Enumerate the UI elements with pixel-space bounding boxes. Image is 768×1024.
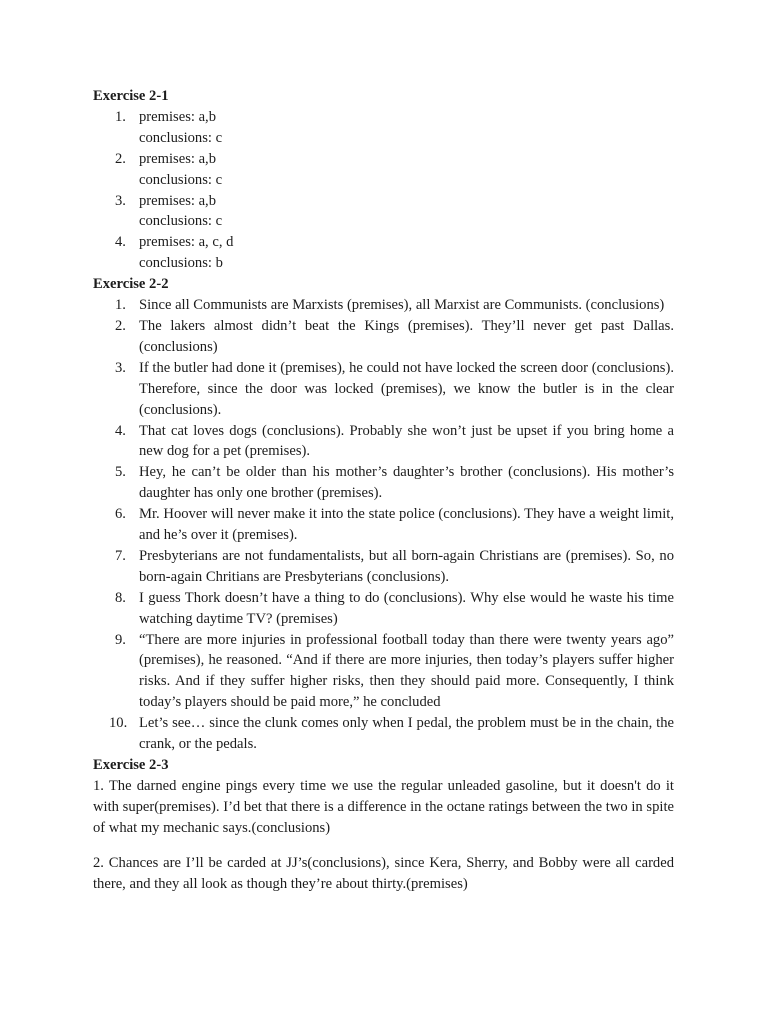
list-item: [93, 462, 674, 504]
item-text: Mr. Hoover will never make it into the state police (conclusions). They have a weight limit, and he’s over it (premises).: [139, 506, 674, 544]
list-item: [93, 358, 674, 421]
conclusions-text: conclusions: c: [139, 129, 223, 146]
item-text: Presbyterians are not fundamentalists, but all born-again Christians are (premises). So, no born-again Chritians are Presbyterians (conclusions).: [139, 547, 674, 585]
item-number: 9.: [115, 631, 126, 648]
list-item: [93, 107, 674, 149]
item-number: 5.: [115, 464, 126, 481]
list-item: [93, 149, 674, 191]
item-number: 4.: [115, 422, 126, 439]
list-item: [93, 316, 674, 358]
item-number: 4.: [115, 234, 126, 251]
conclusions-text: conclusions: b: [139, 255, 223, 272]
conclusions-text: conclusions: c: [139, 171, 223, 188]
exercise-2-3-paragraph-2: 2. Chances are I’ll be carded at JJ’s(conclusions), since Kera, Sherry, and Bobby were all carded there, and they all look as though they’re about thirty.(premises): [93, 854, 674, 892]
list-item: [93, 295, 674, 316]
conclusions-text: conclusions: c: [139, 213, 223, 230]
item-number: 8.: [115, 589, 126, 606]
list-item: [93, 232, 674, 274]
item-text: If the butler had done it (premises), he could not have locked the screen door (conclusions). Therefore, since the door was locked (premises), we know the butler is in the clear (conclusions).: [139, 359, 674, 418]
premises-text: premises: a,b: [139, 108, 217, 125]
item-text: Hey, he can’t be older than his mother’s daughter’s brother (conclusions). His mother’s daughter has only one brother (premises).: [139, 464, 674, 502]
item-number: 2.: [115, 317, 126, 334]
item-number: 3.: [115, 192, 126, 209]
item-text: Let’s see… since the clunk comes only when I pedal, the problem must be in the chain, the crank, or the pedals.: [139, 715, 674, 753]
item-text: That cat loves dogs (conclusions). Probably she won’t just be upset if you bring home a new dog for a pet (premises).: [139, 422, 674, 460]
item-number: 1.: [115, 108, 126, 125]
premises-text: premises: a, c, d: [139, 234, 234, 251]
item-text: I guess Thork doesn’t have a thing to do (conclusions). Why else would he waste his time watching daytime TV? (premises): [139, 589, 674, 627]
premises-text: premises: a,b: [139, 192, 217, 209]
item-number: 7.: [115, 547, 126, 564]
list-item: [93, 630, 674, 714]
exercise-2-1-list: [93, 107, 674, 274]
exercise-2-2-list: [93, 295, 674, 755]
list-item: [93, 421, 674, 463]
item-text: Since all Communists are Marxists (premises), all Marxist are Communists. (conclusions): [139, 297, 665, 314]
item-number: 1.: [115, 297, 126, 314]
item-number: 6.: [115, 506, 126, 523]
list-item: [93, 504, 674, 546]
exercise-2-3-heading: Exercise 2-3: [93, 757, 169, 773]
list-item: [93, 588, 674, 630]
exercise-2-2-heading: Exercise 2-2: [93, 276, 169, 293]
item-number: 10.: [109, 715, 128, 732]
item-number: 3.: [115, 359, 126, 376]
list-item: [93, 713, 674, 755]
list-item: [93, 191, 674, 233]
item-number: 2.: [115, 150, 126, 167]
item-text: The lakers almost didn’t beat the Kings (premises). They’ll never get past Dallas. (conclusions): [139, 317, 674, 355]
list-item: [93, 546, 674, 588]
paragraph-spacer: [93, 839, 674, 853]
premises-text: premises: a,b: [139, 150, 217, 167]
exercise-2-1-heading: Exercise 2-1: [93, 88, 169, 104]
document-page: [93, 86, 674, 894]
exercise-2-3-paragraph-1: 1. The darned engine pings every time we use the regular unleaded gasoline, but it doesn't do it with super(premises). I’d bet that there is a difference in the octane ratings between the two in spite of what my mechanic says.(conclusions): [93, 777, 674, 836]
item-text: “There are more injuries in professional football today than there were twenty years ago” (premises), he reasoned. “And if there are more injuries, then today’s players suffer higher risks. And if they suffer higher risks, then they should paid more. Consequently, I think today’s players should be paid more,” he concluded: [139, 631, 674, 711]
